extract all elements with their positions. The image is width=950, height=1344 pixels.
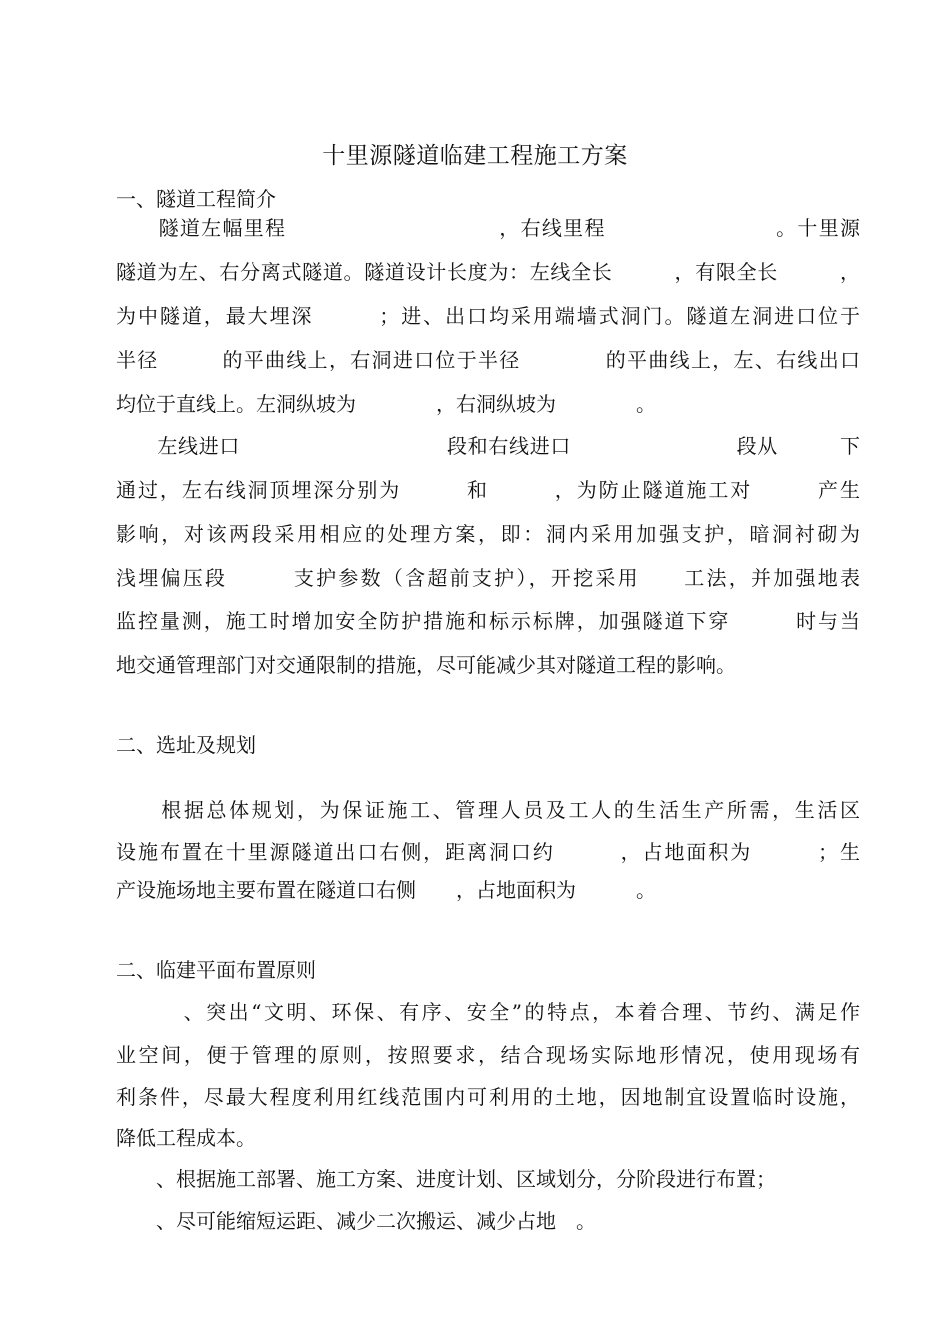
paragraph-line: 地交通管理部门对交通限制的措施，尽可能减少其对隧道工程的影响。	[116, 653, 736, 677]
paragraph-line: 业空间，便于管理的原则，按照要求，结合现场实际地形情况，使用现场有	[116, 1043, 860, 1067]
section-heading-site-selection: 二、选址及规划	[116, 733, 256, 757]
paragraph-line: 通过，左右线洞顶埋深分别为 和 ，为防止隧道施工对 产生	[116, 478, 860, 502]
paragraph-line: 降低工程成本。	[116, 1126, 256, 1150]
paragraph-line: 隧道左幅里程 ，右线里程 。十里源	[116, 216, 860, 240]
paragraph-line: 设施布置在十里源隧道出口右侧，距离洞口约 ，占地面积为 ；生	[116, 840, 860, 864]
paragraph-line: 左线进口 段和右线进口 段从 下	[116, 434, 860, 458]
paragraph-line: 利条件，尽最大程度利用红线范围内可利用的土地，因地制宜设置临时设施，	[116, 1085, 860, 1109]
section-heading-layout-principles: 二、临建平面布置原则	[116, 958, 316, 982]
paragraph-line: 、突出“文明、环保、有序、安全”的特点，本着合理、节约、满足作	[116, 1000, 860, 1024]
paragraph-line: 监控量测，施工时增加安全防护措施和标示标牌，加强隧道下穿 时与当	[116, 609, 860, 633]
paragraph-line: 浅埋偏压段 支护参数（含超前支护），开挖采用 工法，并加强地表	[116, 566, 860, 590]
paragraph-line: 产设施场地主要布置在隧道口右侧 ，占地面积为 。	[116, 878, 656, 902]
paragraph-line: 影响，对该两段采用相应的处理方案，即：洞内采用加强支护，暗洞衬砌为	[116, 522, 860, 546]
paragraph-line: 为中隧道，最大埋深 ；进、出口均采用端墙式洞门。隧道左洞进口位于	[116, 304, 860, 328]
paragraph-line: 隧道为左、右分离式隧道。隧道设计长度为：左线全长 ，有限全长 ，	[116, 260, 860, 284]
list-item: 、尽可能缩短运距、减少二次搬运、减少占地 。	[116, 1209, 596, 1233]
paragraph-line: 均位于直线上。左洞纵坡为 ，右洞纵坡为 。	[116, 392, 656, 416]
paragraph-line: 半径 的平曲线上，右洞进口位于半径 的平曲线上，左、右线出口	[116, 348, 860, 372]
document-title: 十里源隧道临建工程施工方案	[322, 143, 628, 169]
paragraph-line: 根据总体规划，为保证施工、管理人员及工人的生活生产所需，生活区	[116, 798, 860, 822]
list-item: 、根据施工部署、施工方案、进度计划、区域划分，分阶段进行布置；	[116, 1167, 776, 1191]
section-heading-tunnel-overview: 一、隧道工程简介	[116, 187, 276, 211]
